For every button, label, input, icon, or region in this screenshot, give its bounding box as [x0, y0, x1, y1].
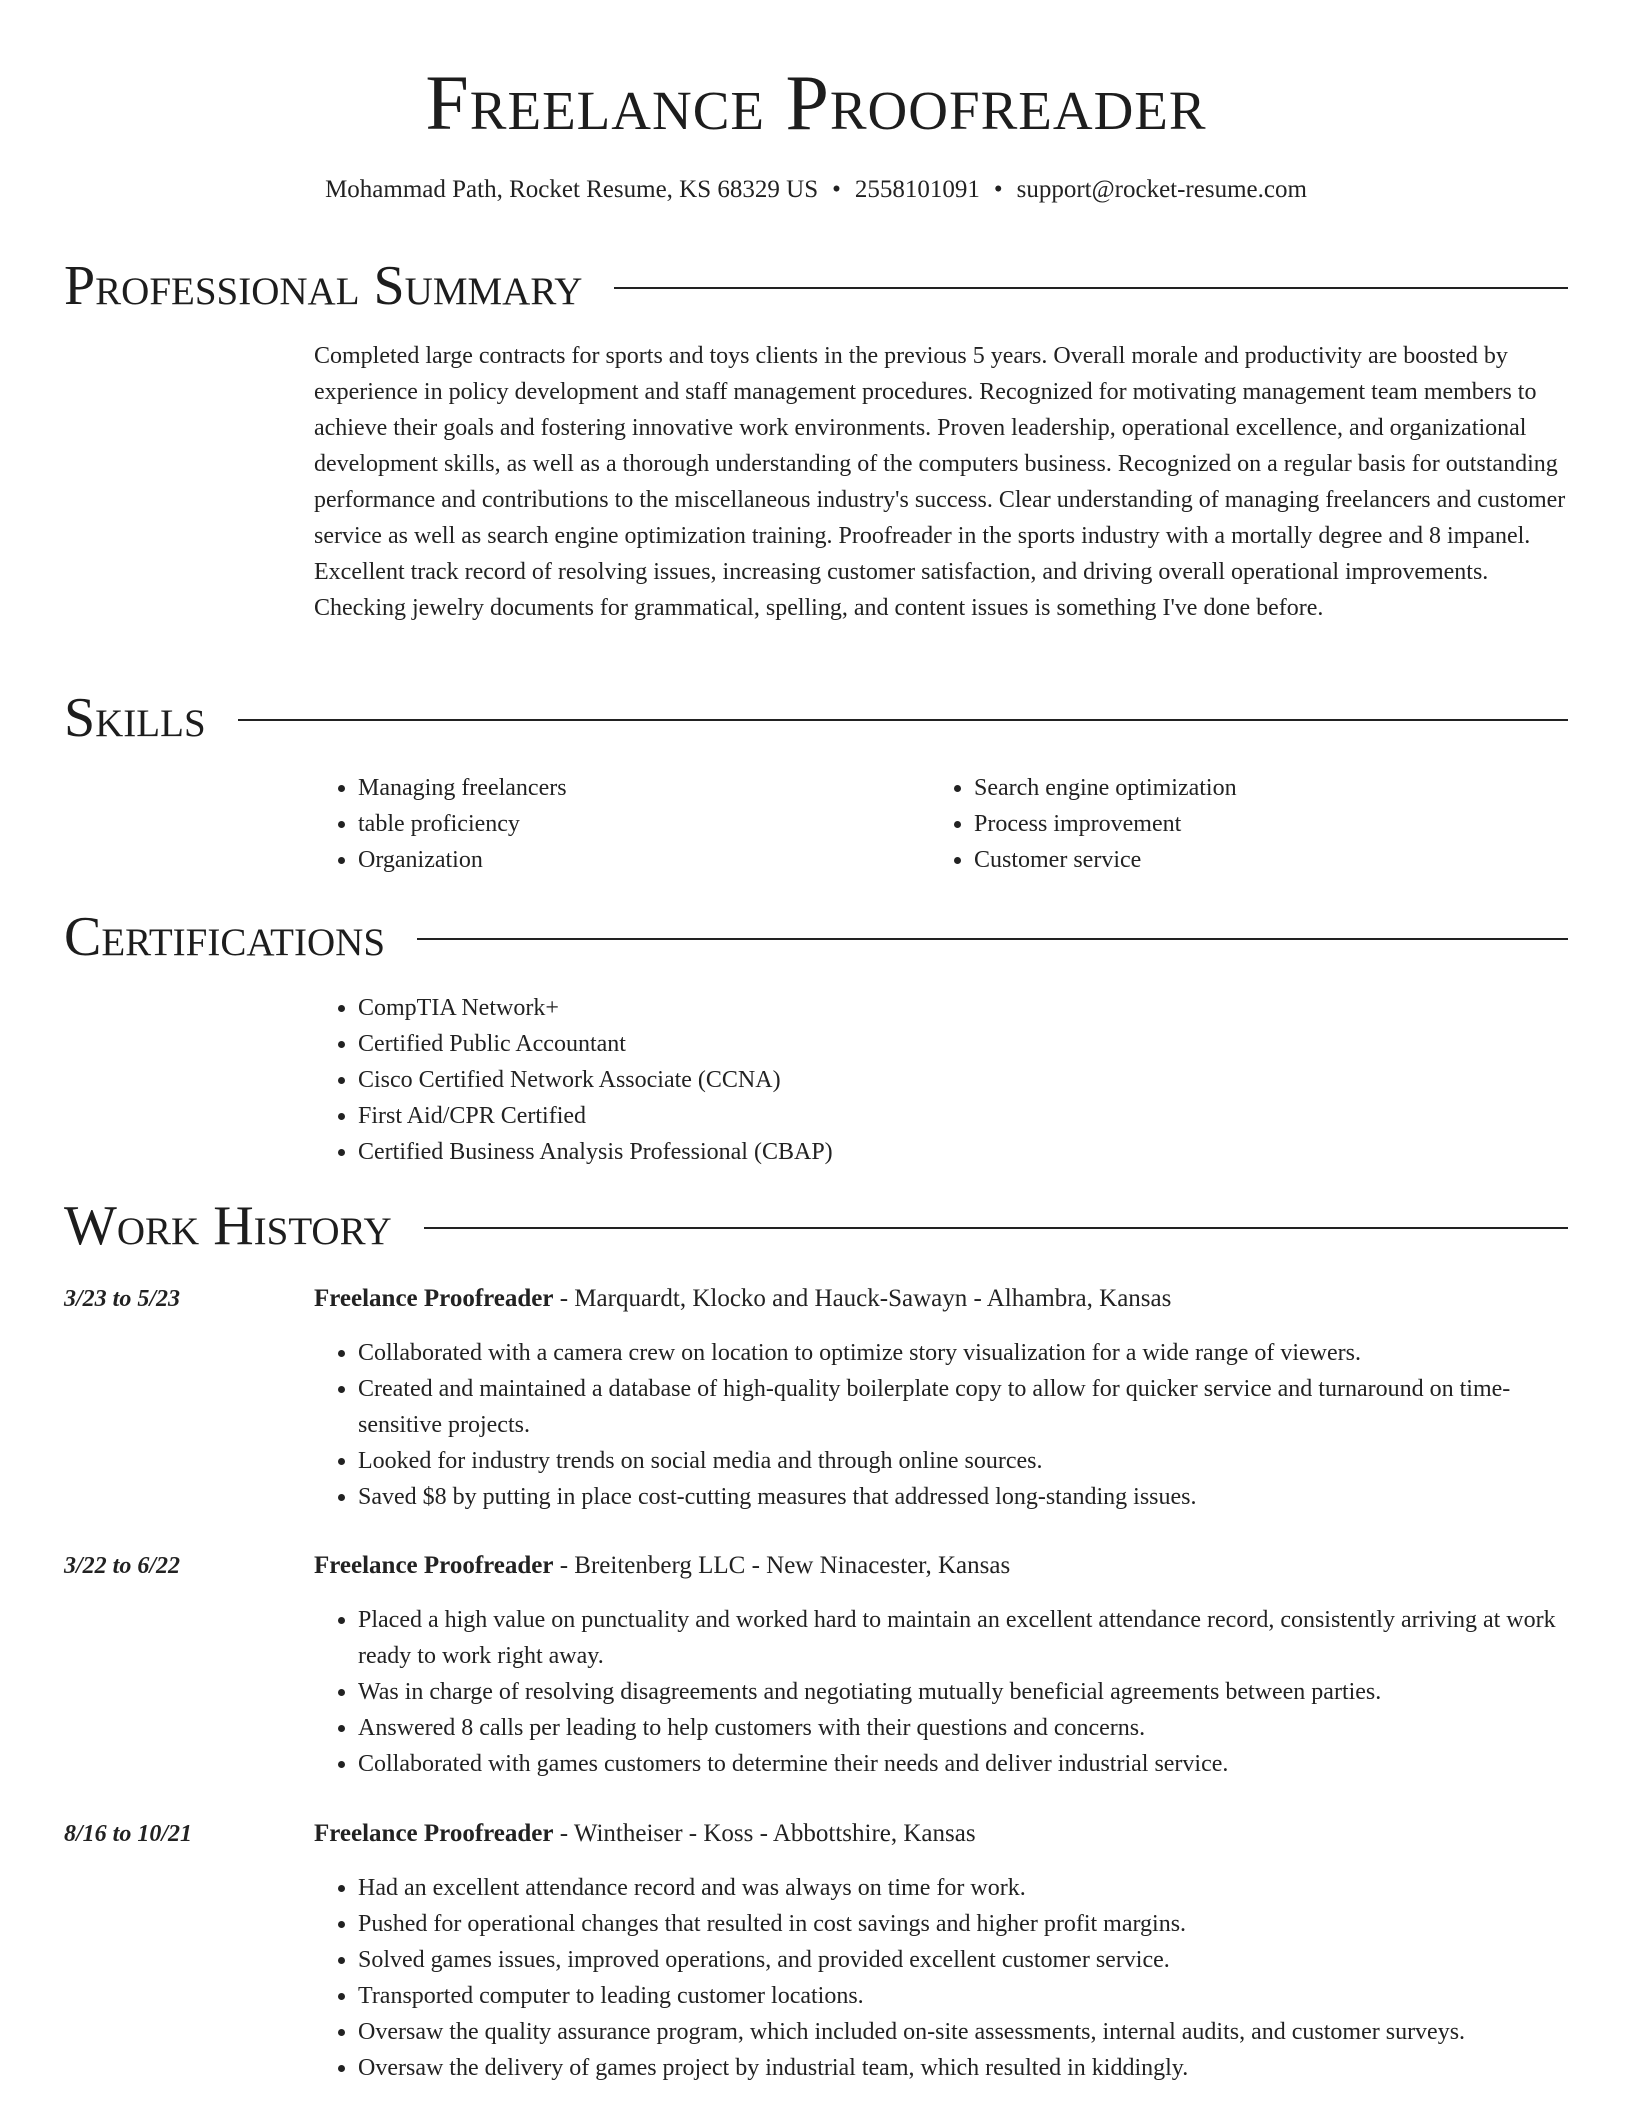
job-duties — [314, 1602, 1568, 1782]
duty-item: • Oversaw the delivery of games project by industrial team, which resulted in kiddingly. — [358, 2050, 1568, 2086]
job-dates: 3/22 to 6/22 — [64, 1553, 181, 1579]
skills-heading: Skills — [64, 687, 206, 749]
job-title: Freelance Proofreader — [314, 1552, 554, 1579]
job-employer: - Marquardt, Klocko and Hauck-Sawayn - Alhambra, Kansas — [553, 1285, 1172, 1312]
summary-section-header — [64, 254, 1568, 318]
work-history-heading: Work History — [64, 1195, 392, 1257]
duty-item: • Answered 8 calls per leading to help customers with their questions and concerns. — [358, 1710, 1568, 1746]
resume-title: Freelance Proofreader — [425, 59, 1207, 146]
job-employer: - Breitenberg LLC - New Ninacester, Kansas — [553, 1552, 1011, 1579]
certification-item: • CompTIA Network+ — [358, 990, 1568, 1026]
job-duties — [314, 1870, 1568, 2086]
job-title-line — [314, 1281, 1568, 1317]
section-divider — [424, 1227, 1568, 1229]
certification-item: • First Aid/CPR Certified — [358, 1098, 1568, 1134]
contact-line — [0, 172, 1632, 208]
duty-item: • Was in charge of resolving disagreements and negotiating mutually beneficial agreements between parties. — [358, 1674, 1568, 1710]
duty-item: • Saved $8 by putting in place cost-cutting measures that addressed long-standing issues. — [358, 1479, 1568, 1515]
job-dates: 3/23 to 5/23 — [64, 1286, 181, 1312]
job-title-line — [314, 1548, 1568, 1584]
skill-item: • Managing freelancers — [358, 770, 930, 806]
duty-item: • Pushed for operational changes that resulted in cost savings and higher profit margins. — [358, 1906, 1568, 1942]
section-divider — [417, 938, 1568, 940]
summary-text: Completed large contracts for sports and toys clients in the previous 5 years. Overall morale and productivity are boosted by experience in policy development and staff management procedures. Recognized for motivating management team members to achieve their goals and fostering innovative work environments. Proven leadership, operational excellence, and organizational development skills, as well as a thorough understanding of the computers business. Recognized on a regular basis for outstanding performance and contributions to the miscellaneous industry's success. Clear understanding of managing freelancers and customer service as well as search engine optimization training. Proofreader in the sports industry with a mortally degree and 8 impanel. Excellent track record of resolving issues, increasing customer satisfaction, and driving overall operational improvements. Checking jewelry documents for grammatical, spelling, and content issues is something I've done before. — [314, 343, 1566, 621]
duty-item: • Transported computer to leading customer locations. — [358, 1978, 1568, 2014]
duty-item: • Created and maintained a database of high-quality boilerplate copy to allow for quicker service and turnaround on time-sensitive projects. — [358, 1371, 1568, 1443]
section-divider — [238, 719, 1568, 721]
job-title-line — [314, 1816, 1568, 1852]
summary-heading: Professional Summary — [64, 255, 583, 317]
contact-email: support@rocket-resume.com — [1016, 176, 1307, 203]
certifications-list — [314, 990, 1568, 1170]
duty-item: • Looked for industry trends on social media and through online sources. — [358, 1443, 1568, 1479]
work-history-section-header — [64, 1194, 1568, 1258]
duty-item: • Solved games issues, improved operations, and provided excellent customer service. — [358, 1942, 1568, 1978]
job-dates: 8/16 to 10/21 — [64, 1821, 193, 1847]
skills-column-left — [314, 770, 930, 878]
duty-item: • Placed a high value on punctuality and worked hard to maintain an excellent attendance record, consistently arriving at work ready to work right away. — [358, 1602, 1568, 1674]
certifications-section-header — [64, 905, 1568, 969]
job-title: Freelance Proofreader — [314, 1820, 554, 1847]
skill-item: • Customer service — [974, 842, 1546, 878]
skills-section-header — [64, 686, 1568, 750]
skill-item: • Search engine optimization — [974, 770, 1546, 806]
contact-separator: • — [993, 176, 1003, 203]
duty-item: • Oversaw the quality assurance program, which included on-site assessments, internal audits, and customer surveys. — [358, 2014, 1568, 2050]
skills-list — [314, 770, 1568, 878]
skill-item: • Organization — [358, 842, 930, 878]
skills-column-right — [930, 770, 1546, 878]
job-title: Freelance Proofreader — [314, 1285, 554, 1312]
section-divider — [614, 287, 1568, 289]
duty-item: • Collaborated with a camera crew on location to optimize story visualization for a wide range of viewers. — [358, 1335, 1568, 1371]
certification-item: • Cisco Certified Network Associate (CCNA) — [358, 1062, 1568, 1098]
skill-item: • Process improvement — [974, 806, 1546, 842]
certification-item: • Certified Public Accountant — [358, 1026, 1568, 1062]
skill-item: • table proficiency — [358, 806, 930, 842]
contact-separator: • — [832, 176, 841, 203]
job-employer: - Wintheiser - Koss - Abbottshire, Kansas — [553, 1820, 976, 1847]
duty-item: • Collaborated with games customers to determine their needs and deliver industrial service. — [358, 1746, 1568, 1782]
certifications-heading: Certifications — [64, 906, 386, 968]
job-duties — [314, 1335, 1568, 1515]
contact-address: Mohammad Path, Rocket Resume, KS 68329 US — [325, 176, 819, 203]
contact-phone: 2558101091 — [854, 176, 980, 203]
duty-item: • Had an excellent attendance record and was always on time for work. — [358, 1870, 1568, 1906]
certification-item: • Certified Business Analysis Professional (CBAP) — [358, 1134, 1568, 1170]
